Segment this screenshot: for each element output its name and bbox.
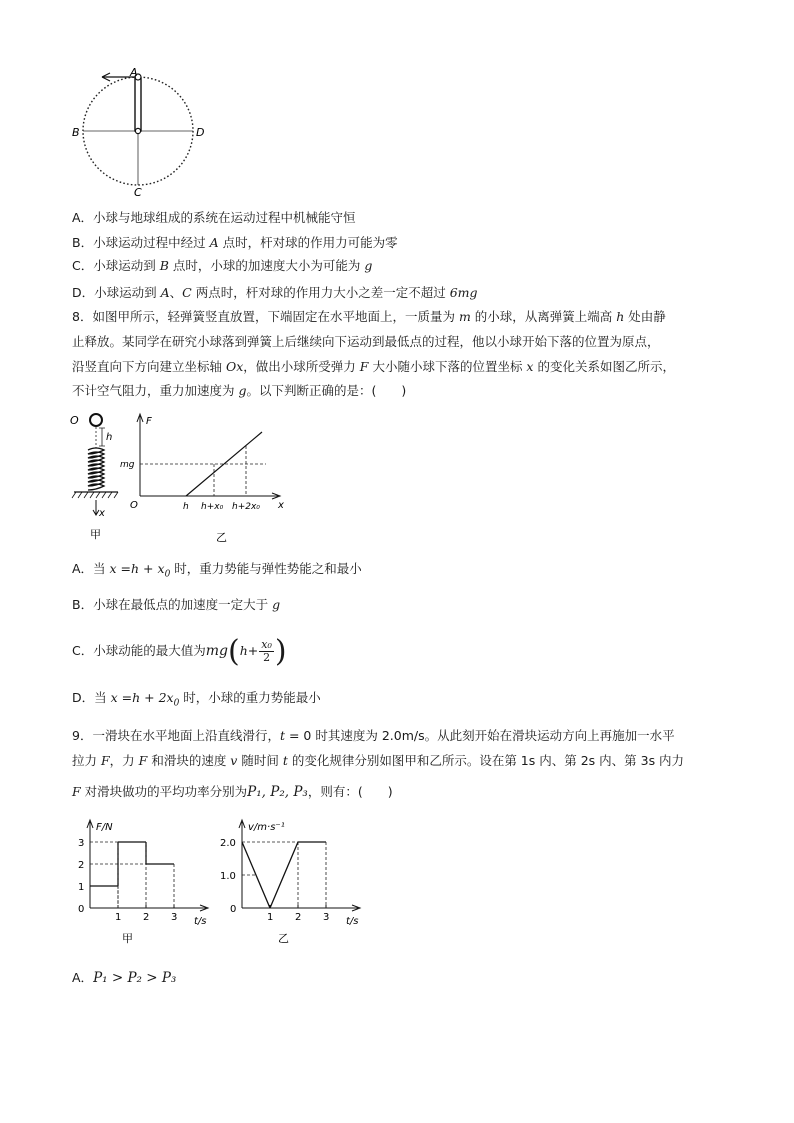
series-segment	[270, 842, 298, 908]
x-tick-label: 1	[115, 912, 122, 923]
ground-hatch	[72, 492, 118, 498]
rigid-rod	[135, 78, 141, 131]
label-x: x	[99, 508, 105, 519]
y-tick-label: 1	[78, 882, 85, 893]
fraction: $\frac{\text{x₀}}{2}$	[261, 637, 272, 664]
y-tick-label: 3	[78, 838, 85, 849]
x-tick-label: 3	[323, 912, 330, 923]
q9-stem-line3: F 对滑块做功的平均功率分别为P₁, P₂, P₃，则有：( )	[72, 784, 393, 800]
label-O: O	[130, 500, 138, 511]
label-D: D	[196, 126, 205, 139]
label-x: x	[278, 500, 284, 511]
q8-stem-line1: 8．如图甲所示，轻弹簧竖直放置，下端固定在水平地面上，一质量为 m 的小球，从离弹簧上端高 h 处由静	[72, 309, 666, 324]
label-h: h	[106, 432, 113, 443]
q9-stem-line1: 9．一滑块在水平地面上沿直线滑行，t = 0 时其速度为 2.0m/s。从此刻开始在滑块运动方向上再施加一水平	[72, 728, 675, 743]
q7-option-d: D．小球运动到 A、C 两点时，杆对球的作用力大小之差一定不超过 6mg	[72, 285, 478, 300]
q8-option-c: C．小球动能的最大值为mg(h+ $\frac{\text{x₀}}{2}$ )	[72, 634, 287, 669]
q8-option-d: D．当 $x =h + 2x_0$ 时，小球的重力势能最小	[72, 690, 321, 709]
label-F: F	[146, 416, 152, 427]
label-C: C	[134, 186, 142, 199]
spring-figure	[68, 410, 128, 548]
y-tick-label: 1.0	[220, 871, 236, 882]
label-O: O	[70, 414, 79, 427]
tick-labels	[220, 838, 329, 923]
q9-stem-line2: 拉力 F，力 F 和滑块的速度 v 随时间 t 的变化规律分别如图甲和乙所示。设在第 1s 内、第 2s 内、第 3s 内力	[72, 753, 685, 768]
height-marker-icon	[99, 428, 105, 446]
label-A: A	[130, 66, 138, 79]
y-tick-label: 0	[230, 904, 237, 915]
x-axis-label: t/s	[346, 916, 359, 927]
q7-option-b: B．小球运动过程中经过 A 点时，杆对球的作用力可能为零	[72, 235, 398, 250]
force-time-chart	[66, 814, 216, 949]
force-position-graph	[120, 408, 296, 550]
q9-option-a: A．P₁ > P₂ > P₃	[72, 970, 177, 986]
series-marks	[242, 842, 326, 908]
velocity-time-chart	[212, 814, 372, 949]
y-tick-label: 0	[78, 904, 85, 915]
caption-jia: 甲	[90, 528, 101, 541]
y-tick-label: 2.0	[220, 838, 236, 849]
q8-option-a: A．当 $x =h + x_0$ 时，重力势能与弹性势能之和最小	[72, 561, 362, 580]
x-tick-label: 1	[267, 912, 274, 923]
q8-stem-line3: 沿竖直向下方向建立坐标轴 Ox，做出小球所受弹力 F 大小随小球下落的位置坐标 x 的变化关系如图乙所示，	[72, 359, 675, 374]
coil-spring	[88, 448, 104, 490]
tick-h: h	[183, 502, 189, 512]
x-tick-label: 2	[295, 912, 302, 923]
caption-yi: 乙	[216, 531, 227, 544]
x-axis-label: t/s	[194, 916, 207, 927]
tick-h-2x0: h+2x₀	[232, 502, 260, 512]
caption-jia: 甲	[122, 932, 133, 945]
circle-rod-figure	[70, 66, 220, 199]
q7-option-a: A．小球与地球组成的系统在运动过程中机械能守恒	[72, 210, 356, 225]
ball	[90, 414, 102, 426]
y-axis-label: v/m·s⁻¹	[248, 822, 285, 833]
label-B: B	[72, 126, 80, 139]
series-marks	[90, 842, 174, 908]
y-tick-label: 2	[78, 860, 85, 871]
q8-stem-line4: 不计空气阻力，重力加速度为 g。以下判断正确的是：( )	[72, 383, 407, 398]
tick-labels	[78, 838, 177, 923]
label-mg: mg	[120, 460, 135, 470]
q7-option-c: C．小球运动到 B 点时，小球的加速度大小为可能为 g	[72, 258, 373, 273]
caption-yi: 乙	[278, 932, 289, 945]
q8-stem-line2: 止释放。某同学在研究小球落到弹簧上后继续向下运动到最低点的过程，他以小球开始下落的位置为原点，	[72, 334, 660, 349]
tick-h-x0: h+x₀	[201, 502, 224, 512]
y-axis-label: F/N	[96, 822, 113, 833]
q8-option-b: B．小球在最低点的加速度一定大于 g	[72, 597, 281, 612]
center-pivot	[135, 128, 140, 133]
x-tick-label: 3	[171, 912, 178, 923]
x-tick-label: 2	[143, 912, 150, 923]
